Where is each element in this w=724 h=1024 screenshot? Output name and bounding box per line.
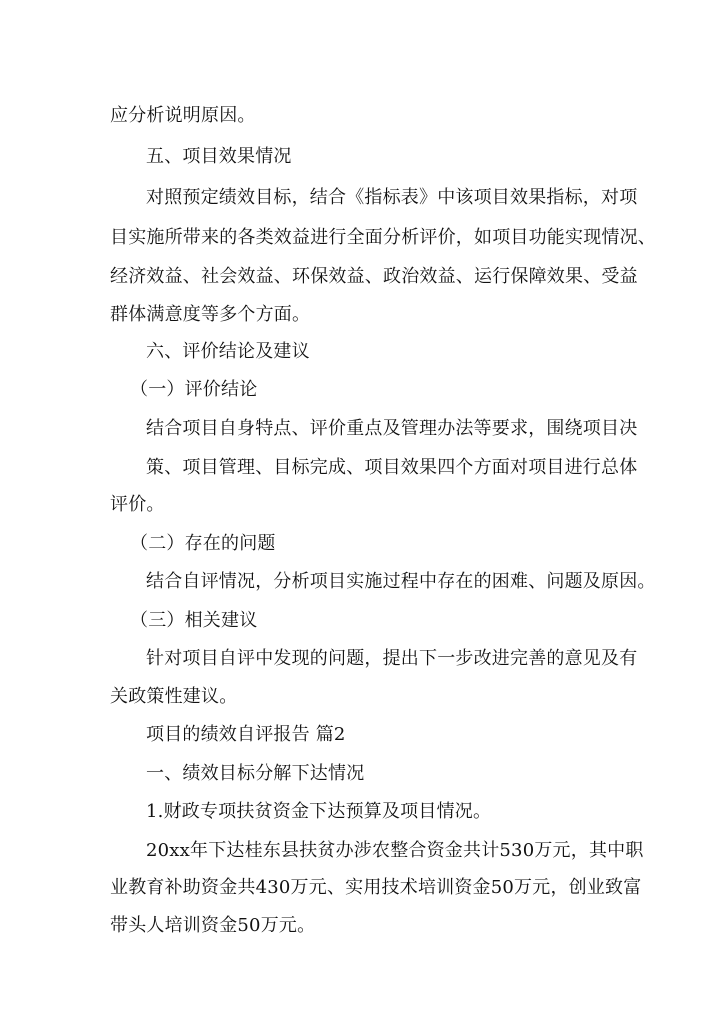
paragraph-line: 策、项目管理、目标完成、项目效果四个方面对项目进行总体 xyxy=(146,457,638,478)
paragraph-line: 1.财政专项扶贫资金下达预算及项目情况。 xyxy=(146,801,492,822)
section-heading: 一、绩效目标分解下达情况 xyxy=(146,763,365,784)
paragraph-line: 结合项目自身特点、评价重点及管理办法等要求，围绕项目决 xyxy=(146,418,638,439)
paragraph-line: 对照预定绩效目标，结合《指标表》中该项目效果指标，对项 xyxy=(146,187,638,208)
subsection-heading: （三）相关建议 xyxy=(130,610,258,631)
paragraph-line: 目实施所带来的各类效益进行全面分析评价，如项目功能实现情况、 xyxy=(110,227,656,248)
section-heading: 六、评价结论及建议 xyxy=(146,341,310,362)
paragraph-line: 结合自评情况，分析项目实施过程中存在的困难、问题及原因。 xyxy=(146,571,656,592)
subsection-heading: （二）存在的问题 xyxy=(130,533,276,554)
paragraph-line: 经济效益、社会效益、环保效益、政治效益、运行保障效果、受益 xyxy=(110,266,638,287)
paragraph-line: 群体满意度等多个方面。 xyxy=(110,304,311,325)
paragraph-line: 应分析说明原因。 xyxy=(110,105,256,126)
paragraph-line: 关政策性建议。 xyxy=(110,686,238,707)
paragraph-line: 带头人培训资金50万元。 xyxy=(110,915,316,936)
paragraph-line: 针对项目自评中发现的问题，提出下一步改进完善的意见及有 xyxy=(146,648,638,669)
paragraph-line: 业教育补助资金共430万元、实用技术培训资金50万元，创业致富 xyxy=(110,877,642,898)
report-title: 项目的绩效自评报告 篇2 xyxy=(146,724,346,745)
subsection-heading: （一）评价结论 xyxy=(130,379,258,400)
paragraph-line: 20xx年下达桂东县扶贫办涉农整合资金共计530万元，其中职 xyxy=(146,840,644,861)
section-heading: 五、项目效果情况 xyxy=(146,146,292,167)
paragraph-line: 评价。 xyxy=(110,494,165,515)
